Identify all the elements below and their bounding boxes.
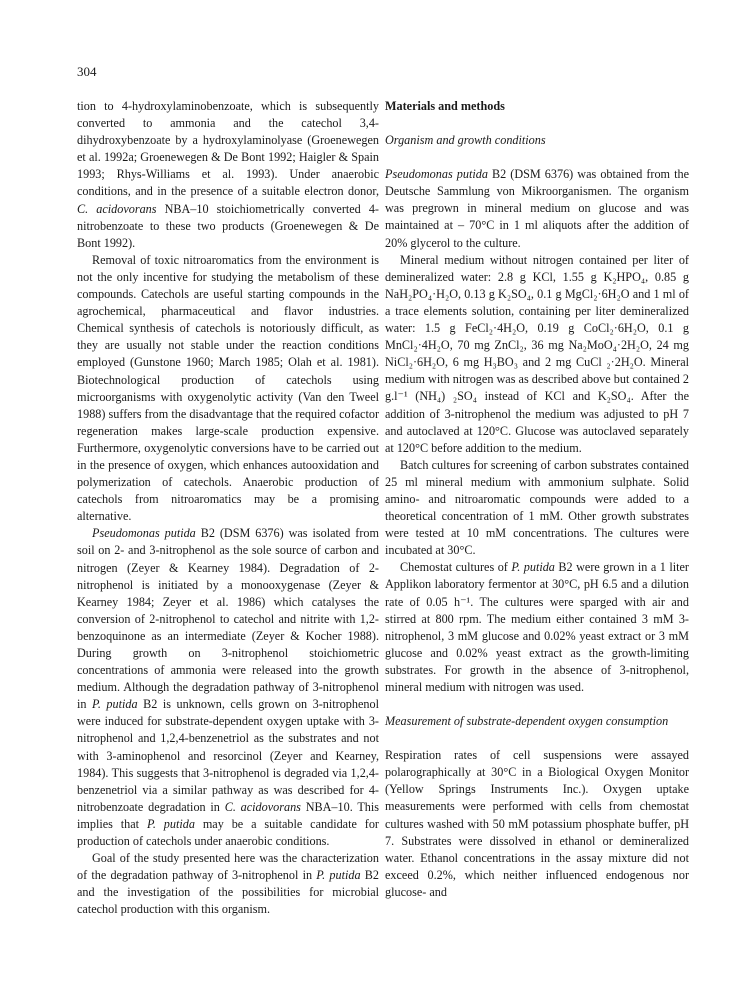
- page-number: 304: [77, 64, 97, 79]
- left-column: [77, 98, 379, 919]
- text-run: B2 (DSM 6376) was isolated from soil on 2- and 3-nitrophenol as the sole source of carbon and nitrogen (Zeyer & Kearney 1984). Degradation of 2-nitrophenol is initiated by a monooxygenase (Zeyer & Kearney 1984; Zeyer et al. 1986) which catalyses the conversion of 2-nitrophenol to catechol and nitrite with 1,2-benzoquinone as an intermediate (Zeyer & Kocher 1988). During growth on 3-nitrophenol stoichiometric concentrations of ammonia were released into the growth medium. Although the degradation pathway of 3-nitrophenol in: [77, 526, 379, 712]
- text-run: B2 were grown in a 1 liter Applikon laboratory fermentor at 30°C, pH 6.5 and a dilution rate of 0.05 h⁻¹. The cultures were sparged with air and stirred at 800 rpm. The medium either contained 3 mM 3-nitrophenol, 3 mM glucose and 0.02% yeast extract or 3 mM glucose and 0.02% yeast extract as the growth-limiting substrates. For growth in the absence of 3-nitrophenol, mineral medium with nitrogen was used.: [385, 560, 689, 694]
- paragraph-goal: [77, 850, 379, 918]
- text-run: B2 is unknown, cells grown on 3-nitrophenol were induced for substrate-dependent oxygen uptake with 3-nitrophenol and 1,2,4-benzenetriol as the substrates and not with 3-aminophenol and resorcinol (Zeyer and Kearney, 1984). This suggests that 3-nitrophenol is degraded via 1,2,4-benzenetriol via a similar pathway as was described for 4-nitrobenzoate degradation in: [77, 697, 379, 814]
- text-run: tion to 4-hydroxylaminobenzoate, which is subsequently converted to ammonia and the catechol 3,4-dihydroxybenzoate by a hydroxylaminolyase (Groenewegen et al. 1992a; Groenewegen & De Bont 1992; Haigler & Spain 1993; Rhys-Williams et al. 1993). Under anaerobic conditions, and in the presence of a suitable electron donor,: [77, 99, 379, 199]
- text-run: Chemostat cultures of: [400, 560, 512, 575]
- text-run: B2 (DSM 6376) was obtained from the Deutsche Sammlung von Mikroorganismen. The organism was pregrown in mineral medium on glucose and was maintained at – 70°C in 1 ml aliquots after the addition of 20% glycerol to the culture.: [385, 167, 689, 250]
- paragraph-chemostat: [385, 559, 689, 696]
- text-run: B2 and the investigation of the possibilities for microbial catechol production with this organism.: [77, 868, 379, 917]
- species-name: P. putida: [92, 697, 138, 712]
- paragraph-respiration: Respiration rates of cell suspensions were assayed polarographically at 30°C in a Biological Oxygen Monitor (Yellow Springs Instruments Inc.). Oxygen uptake measurements were performed with cells from chemostat cultures washed with 50 mM potassium phosphate buffer, pH 7. Substrates were dissolved in ethanol or demineralized water. Ethanol concentrations in the assay mixture did not exceed 0.2%, which neither influenced endogenous nor glucose- and: [385, 748, 689, 899]
- text-run: NBA–10 stoichiometrically converted 4- nitrobenzoate to these two products (Groenewegen & De Bont 1992).: [77, 201, 379, 250]
- species-name: Pseudomonas putida: [385, 167, 488, 182]
- paragraph-organism: [385, 166, 689, 251]
- text-run: NBA–10. This implies that: [77, 799, 379, 831]
- paragraph-pseudomonas: [77, 525, 379, 850]
- paragraph-intro-continued: [77, 98, 379, 252]
- subheading-oxygen-consumption: Measurement of substrate-dependent oxygen consumption: [385, 714, 669, 729]
- species-name: P. putida: [146, 816, 195, 831]
- right-column: [385, 98, 689, 901]
- species-name: Pseudomonas putida: [92, 526, 196, 541]
- paragraph-mineral-medium: Mineral medium without nitrogen contained per liter of demineralized water: 2.8 g KCl, 1.55 g K₂HPO₄, 0.85 g NaH₂PO₄·H₂O, 0.13 g K₂SO₄, 0.1 g MgCl₂·6H₂O and 1 ml of a trace elements solution, containing per liter demineralized water: 1.5 g FeCl₂·4H₂O, 0.19 g CoCl₂·6H₂O, 0.1 g MnCl₂·4H₂O, 70 mg ZnCl₂, 36 mg Na₂MoO₄·2H₂O, 24 mg NiCl₂·6H₂O, 6 mg H₃BO₃ and 2 mg CuCl ₂·2H₂O. Mineral medium with nitrogen was as described above but contained 2 g.l⁻¹ (NH₄) ₂SO₄ instead of KCl and K₂SO₄. After the addition of 3-nitrophenol the medium was adjusted to pH 7 and autoclaved at 120°C. Glucose was autoclaved separately at 120°C before addition to the medium.: [385, 252, 689, 455]
- species-name: C. acidovorans: [77, 201, 157, 216]
- species-name: P. putida: [511, 560, 555, 575]
- section-heading-methods: Materials and methods: [385, 99, 505, 113]
- text-run: Goal of the study presented here was the characterization of the degradation pathway of 3-nitrophenol in: [77, 851, 379, 883]
- species-name: C. acidovorans: [224, 799, 301, 814]
- paragraph-batch-cultures: Batch cultures for screening of carbon substrates contained 25 ml mineral medium with ammonium sulphate. Solid amino- and nitroaromatic compounds were added to a theoretical concentration of 1 mM. Other growth substrates were tested at 10 mM concentrations. The cultures were incubated at 30°C.: [385, 457, 689, 558]
- subheading-organism: Organism and growth conditions: [385, 133, 546, 148]
- species-name: P. putida: [316, 868, 361, 883]
- paragraph-removal: Removal of toxic nitroaromatics from the environment is not the only incentive for studying the metabolism of these compounds. Catechols are useful starting compounds in the agrochemical, pharmaceutical and flavor industries. Chemical synthesis of catechols is notoriously difficult, as they are usually not stable under the reaction conditions employed (Gunstone 1960; March 1985; Olah et al. 1981). Biotechnological production of catechols using microorganisms with oxygenolytic activity (Van den Tweel 1988) suffers from the disadvantage that the required cofactor regeneration makes large-scale production expensive. Furthermore, oxygenolytic conversions have to be carried out in the presence of oxygen, which enhances autooxidation and polymerization of catechols. Anaerobic production of catechols from nitroaromatics may be a promising alternative.: [77, 252, 379, 524]
- text-run: may be a suitable candidate for production of catechols under anaerobic conditions.: [77, 816, 379, 849]
